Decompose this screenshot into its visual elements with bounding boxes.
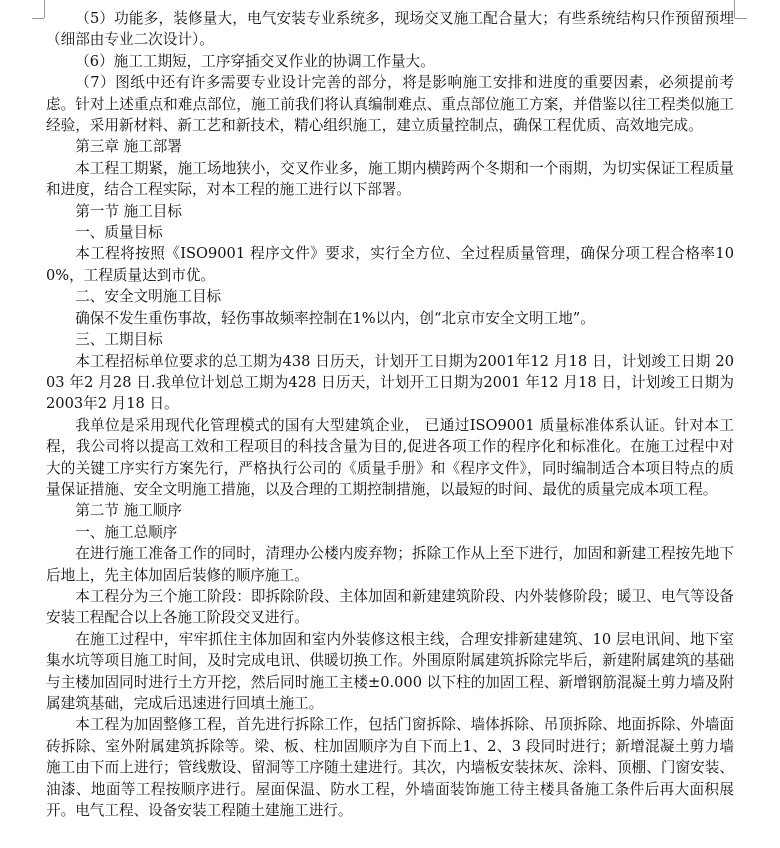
paragraph: 一、施工总顺序 xyxy=(75,523,178,541)
paragraph: 本工程为加固整修工程，首先进行拆除工作，包括门窗拆除、墙体拆除、吊顶拆除、地面拆除、外墙面砖拆除、室外附属建筑拆除等。梁、板、柱加固顺序为自下而上1、2、3 段同时进行；新增混凝土剪力墙施工由下而上进行；管线敷设、留洞等工序随土建进行。其次，内墙板安装抹灰、涂料、顶棚、门窗安装、油漆、地面等工程按顺序进行。屋面保温、防水工程，外墙面装饰施工待主楼具备施工条件后再大面积展开。电气工程、设备安装工程随土建施工进行。 xyxy=(46,716,734,820)
crop-mark-right xyxy=(734,0,735,18)
paragraph: 第一节 施工目标 xyxy=(75,202,182,220)
paragraph: （6）施工工期短，工序穿插交叉作业的协调工作量大。 xyxy=(75,52,435,70)
paragraph: （5）功能多，装修量大，电气安装专业系统多，现场交叉施工配合量大；有些系统结构只作预留预埋（细部由专业二次设计）。 xyxy=(46,10,734,49)
document-body xyxy=(46,8,734,821)
paragraph: （7）图纸中还有许多需要专业设计完善的部分，将是影响施工安排和进度的重要因素，必须提前考虑。针对上述重点和难点部位，施工前我们将认真编制难点、重点部位施工方案，并借鉴以往工程类似施工经验，采用新材料、新工艺和新技术，精心组织施工，建立质量控制点，确保工程优质、高效地完成。 xyxy=(46,74,734,135)
paragraph: 本工程工期紧，施工场地狭小，交叉作业多，施工期内横跨两个冬期和一个雨期，为切实保证工程质量和进度，结合工程实际，对本工程的施工进行以下部署。 xyxy=(46,159,734,199)
crop-mark-left xyxy=(44,0,45,18)
paragraph: 在进行施工准备工作的同时，清理办公楼内废弃物；拆除工作从上至下进行，加固和新建工程按先地下后地上，先主体加固后装修的顺序施工。 xyxy=(46,545,734,584)
crop-mark-right-h xyxy=(735,18,747,19)
paragraph: 本工程将按照《ISO9001 程序文件》要求，实行全方位、全过程质量管理，确保分项工程合格率100%，工程质量达到市优。 xyxy=(46,245,734,284)
paragraph: 本工程分为三个施工阶段：即拆除阶段、主体加固和新建建筑阶段、内外装修阶段；暖卫、电气等设备安装工程配合以上各施工阶段交叉进行。 xyxy=(46,587,734,627)
paragraph: 我单位是采用现代化管理模式的国有大型建筑企业， 已通过ISO9001 质量标准体系认证。针对本工程，我公司将以提高工效和工程项目的科技含量为目的,促进各项工作的程序化和标准化。在施工过程中对大的关键工序实行方案先行，严格执行公司的《质量手册》和《程序文件》，同时编制适合本项目特点的质量保证措施、安全文明施工措施，以及合理的工期控制措施，以最短的时间、最优的质量完成本项工程。 xyxy=(46,416,734,498)
paragraph: 确保不发生重伤事故，轻伤事故频率控制在1%以内，创“北京市安全文明工地”。 xyxy=(75,309,595,327)
paragraph: 第三章 施工部署 xyxy=(75,138,182,156)
paragraph: 一、质量目标 xyxy=(75,224,163,242)
paragraph: 本工程招标单位要求的总工期为438 日历天，计划开工日期为2001年12 月18 日，计划竣工日期 2003 年2 月28 日.我单位计划总工期为428 日历天，计划开工日期为2001 年12 月18 日，计划竣工日期为 2003年2 月18 日。 xyxy=(46,352,734,413)
crop-mark-left-h xyxy=(32,18,44,19)
paragraph: 在施工过程中，牢牢抓住主体加固和室内外装修这根主线，合理安排新建建筑、10 层电讯间、地下室集水坑等项目施工时间，及时完成电讯、供暖切换工作。外围原附属建筑拆除完毕后，新建附属建筑的基础与主楼加固同时进行土方开挖，然后同时施工主楼±0.000 以下柱的加固工程、新增钢筋混凝土剪力墙及附属建筑基础，完成后迅速进行回填土施工。 xyxy=(46,630,734,712)
paragraph: 二、安全文明施工目标 xyxy=(75,288,222,306)
paragraph: 三、工期目标 xyxy=(75,331,163,349)
paragraph: 第二节 施工顺序 xyxy=(75,502,182,520)
